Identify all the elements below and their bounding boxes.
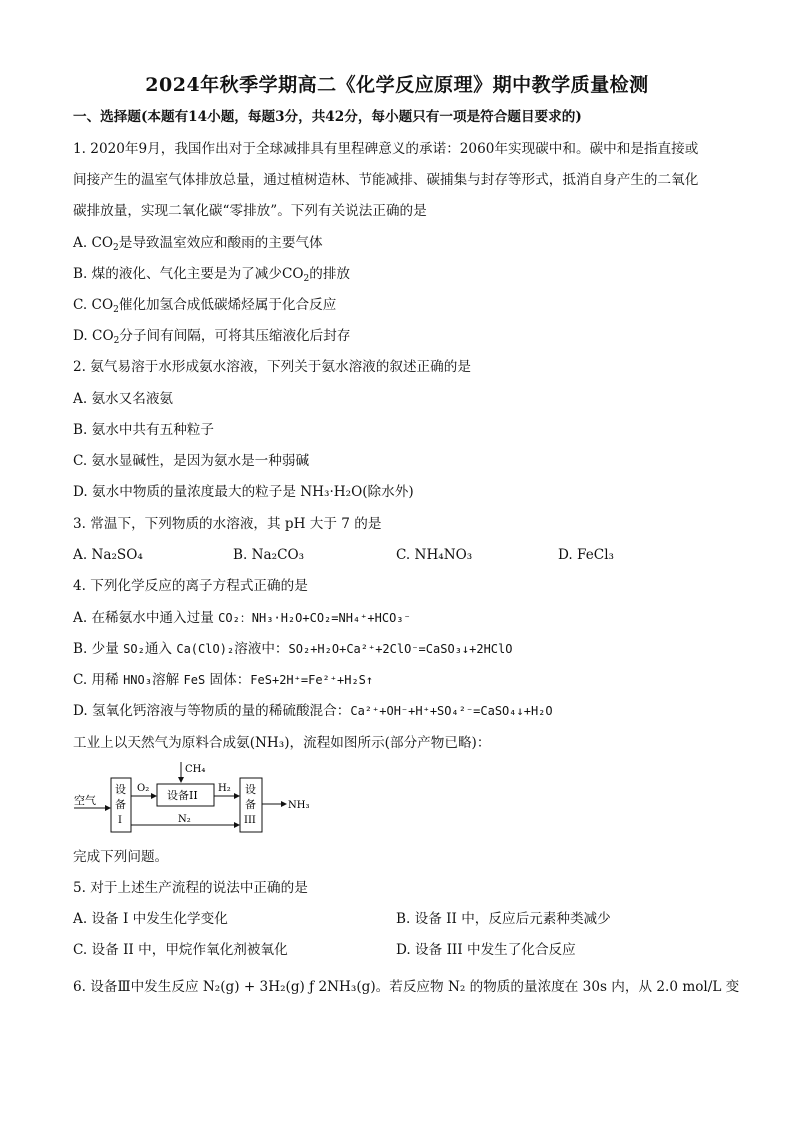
section-heading: 一、选择题(本题有14小题，每题3分，共42分，每小题只有一项是符合题目要求的) <box>73 109 582 125</box>
q5-option-b: B. 设备 II 中，反应后元素种类减少 <box>396 911 611 927</box>
q2-option-a: A. 氨水又名液氨 <box>73 391 174 407</box>
flow-intro: 工业上以天然气为原料合成氨(NH₃)，流程如图所示(部分产物已略)： <box>73 735 491 751</box>
label-h2: H₂ <box>218 783 231 794</box>
device-3-label-c: III <box>244 815 256 826</box>
q1-stem-line-3: 碳排放量，实现二氧化碳“零排放”。下列有关说法正确的是 <box>73 203 427 219</box>
label-ch4: CH₄ <box>185 764 206 775</box>
q5-stem: 5. 对于上述生产流程的说法中正确的是 <box>73 880 308 896</box>
q4-option-c: C. 用稀 HNO₃溶解 FeS 固体：FeS+2H⁺=Fe²⁺+H₂S↑ <box>73 672 374 688</box>
q3-option-c: C. NH₄NO₃ <box>396 547 473 563</box>
q1-option-d: D. $CO_2$分子间有间隔，可将其压缩液化后封存 <box>73 328 351 346</box>
q1-stem-line-1: 1. 2020年9月，我国作出对于全球减排具有里程碑意义的承诺：2060年实现碳中和。碳中和是指直接或 <box>73 141 699 157</box>
label-n2: N₂ <box>178 814 191 825</box>
q3-stem: 3. 常温下，下列物质的水溶液，其 pH 大于 7 的是 <box>73 516 382 532</box>
q4-option-a: A. 在稀氨水中通入过量 CO₂：NH₃·H₂O+CO₂=NH₄⁺+HCO₃⁻ <box>73 610 411 626</box>
q3-option-a: A. Na₂SO₄ <box>73 547 143 563</box>
q1-stem-line-2: 间接产生的温室气体排放总量，通过植树造林、节能减排、碳捕集与封存等形式，抵消自身产生的二氧化 <box>73 172 699 188</box>
q4-stem: 4. 下列化学反应的离子方程式正确的是 <box>73 578 308 594</box>
label-o2: O₂ <box>137 783 150 794</box>
process-flow-diagram <box>70 760 330 840</box>
q3-option-d: D. FeCl₃ <box>558 547 614 563</box>
q1-option-c: C. $CO_2$催化加氢合成低碳烯烃属于化合反应 <box>73 297 337 315</box>
q5-option-a: A. 设备 I 中发生化学变化 <box>73 911 228 927</box>
q5-option-d: D. 设备 III 中发生了化合反应 <box>396 942 576 958</box>
device-1-label-c: I <box>118 815 122 826</box>
flow-svg <box>70 760 330 840</box>
q2-option-b: B. 氨水中共有五种粒子 <box>73 422 214 438</box>
device-1-label-a: 设 <box>115 783 126 796</box>
label-air: 空气 <box>74 794 96 807</box>
device-2-label: 设备II <box>167 789 198 802</box>
label-nh3: NH₃ <box>288 800 310 811</box>
q2-stem: 2. 氨气易溶于水形成氨水溶液，下列关于氨水溶液的叙述正确的是 <box>73 359 471 375</box>
complete-instruction: 完成下列问题。 <box>73 849 169 865</box>
q4-option-b: B. 少量 SO₂通入 Ca(ClO)₂溶液中：SO₂+H₂O+Ca²⁺+2ClO⁻=CaSO₃↓+2HClO <box>73 641 513 657</box>
q5-option-c: C. 设备 II 中，甲烷作氧化剂被氧化 <box>73 942 288 958</box>
q1-option-b: B. 煤的液化、气化主要是为了减少$CO_2$的排放 <box>73 266 351 284</box>
device-1-label-b: 备 <box>115 798 126 811</box>
q3-option-b: B. Na₂CO₃ <box>233 547 305 563</box>
page-title: 2024年秋季学期高二《化学反应原理》期中教学质量检测 <box>145 74 649 96</box>
device-3-label-a: 设 <box>245 783 256 796</box>
q6-stem: 6. 设备Ⅲ中发生反应 N₂(g) + 3H₂(g) ƒ 2NH₃(g)。若反应物 N₂ 的物质的量浓度在 30s 内，从 2.0 mol/L 变 <box>73 979 740 995</box>
device-3-label-b: 备 <box>245 798 256 811</box>
q1-option-a: A. $CO_2$是导致温室效应和酸雨的主要气体 <box>73 235 323 253</box>
q2-option-d: D. 氨水中物质的量浓度最大的粒子是 NH₃·H₂O(除水外) <box>73 484 414 500</box>
q2-option-c: C. 氨水显碱性，是因为氨水是一种弱碱 <box>73 453 310 469</box>
q4-option-d: D. 氢氧化钙溶液与等物质的量的稀硫酸混合：Ca²⁺+OH⁻+H⁺+SO₄²⁻=CaSO₄↓+H₂O <box>73 703 553 719</box>
